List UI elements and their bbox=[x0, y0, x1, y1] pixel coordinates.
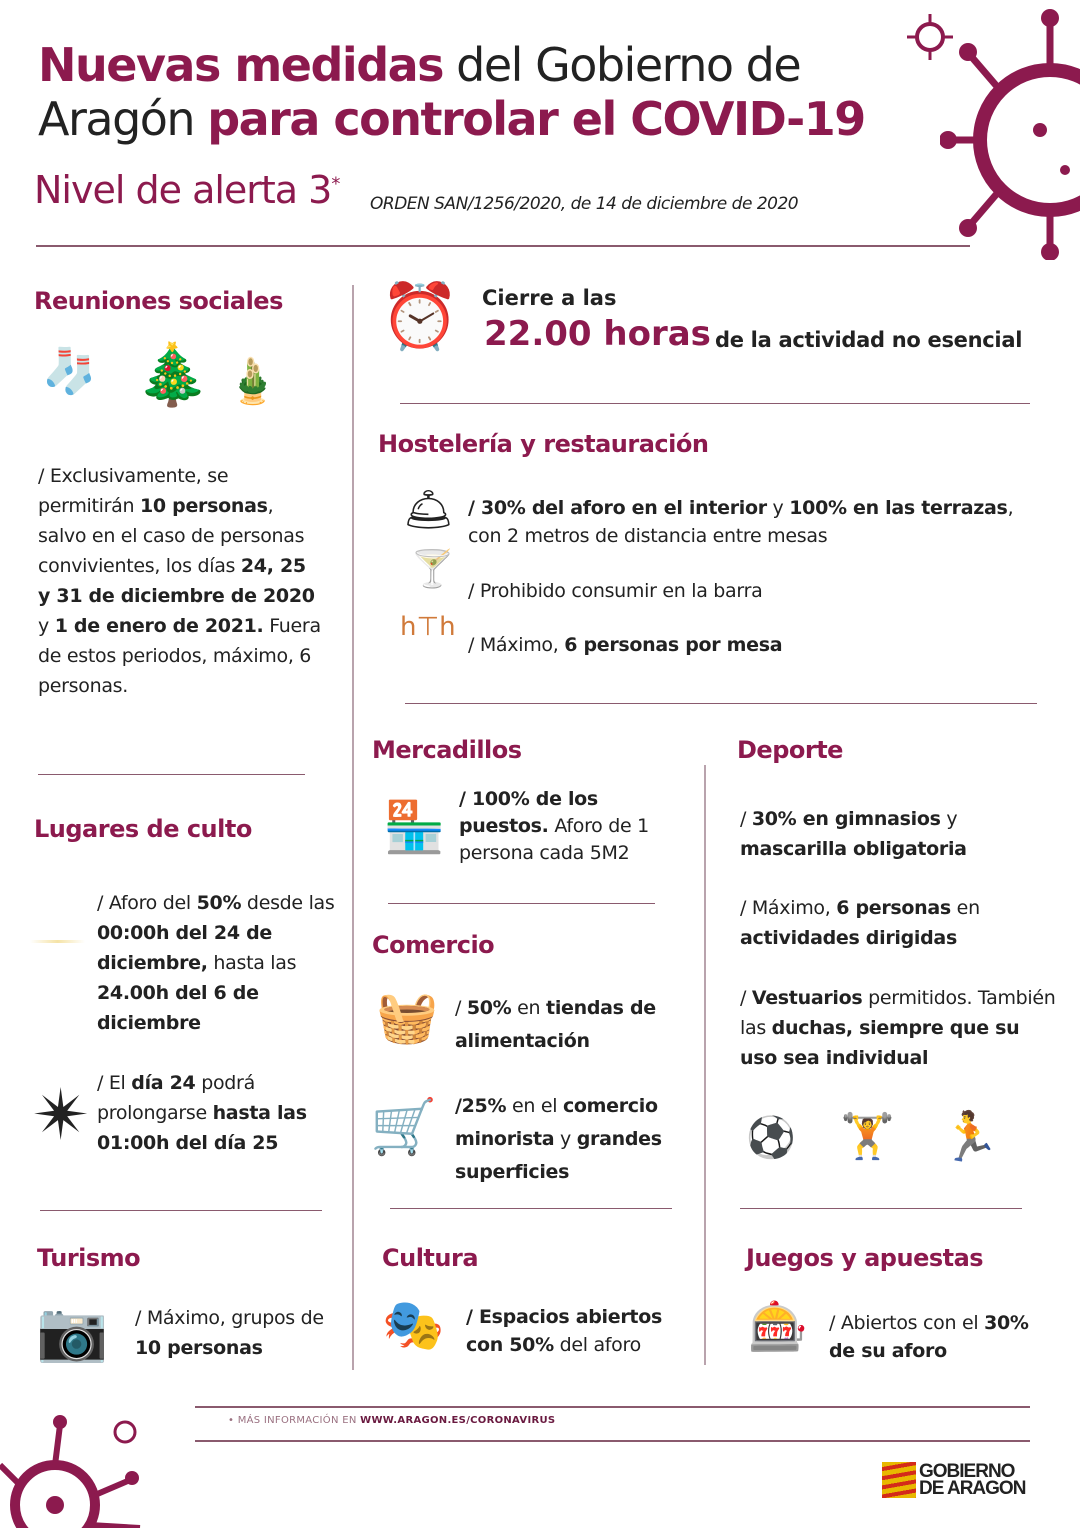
text-segment: / Prohibido consumir en la barra bbox=[468, 580, 763, 602]
text-segment: en bbox=[511, 997, 547, 1019]
weightlifter-icon: 🏋 bbox=[840, 1111, 895, 1162]
mercadillos-text bbox=[459, 786, 674, 867]
text-segment: / Exclusivamente, se permitirán bbox=[38, 465, 229, 517]
section-title-cultura: Cultura bbox=[382, 1244, 479, 1272]
culto-text-1 bbox=[97, 888, 347, 1038]
cultura-text bbox=[466, 1303, 691, 1359]
cloche-icon: 🛎 bbox=[403, 487, 454, 533]
runner-icon: 🏃 bbox=[940, 1109, 1000, 1165]
text-segment: 100% en las terrazas bbox=[789, 497, 1008, 519]
text-segment: grandes superficies bbox=[455, 1128, 662, 1183]
section-title-mercadillos: Mercadillos bbox=[372, 736, 522, 764]
divider bbox=[36, 245, 970, 247]
text-segment: / bbox=[740, 808, 752, 830]
alarm-clock-icon: ⏰ bbox=[380, 280, 460, 354]
text-segment: permitidos. También las bbox=[740, 987, 1056, 1039]
hosteleria-row-3 bbox=[468, 630, 782, 660]
cocktail-icon: 🍸 bbox=[410, 549, 455, 590]
deporte-text-3 bbox=[740, 983, 1060, 1073]
reuniones-text bbox=[38, 461, 323, 701]
more-info-label: MÁS INFORMACIÓN EN bbox=[237, 1415, 361, 1426]
text-segment: Aforo de 1 persona cada 5M2 bbox=[459, 815, 649, 864]
text-segment: del aforo bbox=[553, 1334, 641, 1356]
culto-text-2 bbox=[97, 1068, 342, 1158]
small-virus-icon bbox=[905, 12, 955, 62]
text-segment: / 100% de los puestos. bbox=[459, 788, 598, 837]
text-segment: 24, 25 y 31 de diciembre de 2020 bbox=[38, 555, 315, 607]
virus-decoration-icon bbox=[940, 0, 1080, 260]
virus-decoration-bottom-icon bbox=[0, 1410, 150, 1528]
section-title-comercio: Comercio bbox=[372, 931, 495, 959]
text-segment: podrá prolongarse bbox=[97, 1072, 255, 1124]
text-segment: en el bbox=[506, 1095, 563, 1117]
soccer-ball-icon: ⚽ bbox=[746, 1115, 796, 1161]
title-line-1 bbox=[38, 38, 800, 92]
text-segment: para controlar el COVID-19 bbox=[207, 92, 865, 146]
divider bbox=[195, 1406, 1030, 1408]
text-segment: / Máximo, grupos de bbox=[135, 1307, 324, 1329]
column-divider bbox=[352, 285, 354, 1370]
text-segment: 10 personas bbox=[135, 1337, 263, 1359]
divider bbox=[405, 703, 1037, 704]
text-segment: y bbox=[38, 615, 55, 637]
text-segment: / El bbox=[97, 1072, 132, 1094]
text-segment: día 24 bbox=[131, 1072, 196, 1094]
text-segment: desde las bbox=[241, 892, 335, 914]
ornaments-icon: 🎍 bbox=[225, 356, 280, 407]
text-segment: 50% bbox=[196, 892, 242, 914]
text-segment: actividades dirigidas bbox=[740, 927, 957, 949]
stocking-icon: 🧦 bbox=[42, 346, 97, 397]
hosteleria-row-1 bbox=[468, 494, 1038, 550]
text-segment: / bbox=[740, 987, 752, 1009]
turismo-text bbox=[135, 1303, 335, 1363]
text-segment: del Gobierno de bbox=[443, 38, 801, 92]
comercio-text-2 bbox=[455, 1090, 695, 1189]
closing-time: 22.00 horas bbox=[484, 314, 711, 354]
text-segment: 6 personas por mesa bbox=[564, 634, 783, 656]
text-segment: hasta las bbox=[207, 952, 297, 974]
text-segment: / bbox=[455, 997, 467, 1019]
aragon-flag-icon bbox=[882, 1462, 916, 1498]
text-segment: / Máximo, bbox=[468, 634, 565, 656]
shopping-cart-icon: 🛒 bbox=[370, 1095, 438, 1158]
text-segment: / Máximo, bbox=[740, 897, 837, 919]
table-chairs-icon: h⊤h bbox=[400, 612, 456, 642]
section-title-hosteleria: Hostelería y restauración bbox=[378, 430, 709, 458]
text-segment: /25% bbox=[455, 1095, 507, 1117]
text-segment: / Espacios abiertos con 50% bbox=[466, 1306, 662, 1356]
text-segment: comercio minorista bbox=[455, 1095, 658, 1150]
star-icon: ✴ bbox=[32, 1074, 91, 1156]
text-segment: 30% en gimnasios bbox=[751, 808, 941, 830]
divider bbox=[40, 1210, 322, 1211]
text-segment: Vestuarios bbox=[751, 987, 863, 1009]
column-divider bbox=[704, 765, 706, 1365]
divider bbox=[740, 1208, 1022, 1209]
alert-asterisk: * bbox=[331, 173, 340, 195]
text-segment: 50% bbox=[466, 997, 512, 1019]
text-segment: tiendas de alimentación bbox=[455, 997, 656, 1052]
gobierno-aragon-logo bbox=[882, 1462, 1025, 1498]
market-stall-icon: 🏪 bbox=[383, 798, 446, 856]
divider bbox=[195, 1440, 1030, 1442]
text-segment: 24.00h del 6 de diciembre bbox=[97, 982, 259, 1034]
text-segment: Fuera de estos periodos, máximo, 6 personas. bbox=[38, 615, 321, 697]
theater-masks-icon: 🎭 bbox=[382, 1296, 445, 1354]
text-segment: hasta las 01:00h del día 25 bbox=[97, 1102, 307, 1154]
text-segment: y bbox=[766, 497, 790, 519]
more-info-link[interactable]: WWW.ARAGON.ES/CORONAVIRUS bbox=[360, 1415, 556, 1426]
comercio-text-1 bbox=[455, 992, 695, 1058]
text-segment: 30% de su aforo bbox=[829, 1312, 1029, 1362]
text-segment: y bbox=[554, 1128, 577, 1150]
logo-line-2: DE ARAGON bbox=[919, 1478, 1026, 1499]
order-reference: ORDEN SAN/1256/2020, de 14 de diciembre de 2020 bbox=[370, 194, 799, 214]
section-title-culto: Lugares de culto bbox=[34, 815, 252, 843]
christmas-tree-icon: 🎄 bbox=[135, 340, 210, 410]
text-segment: 1 de enero de 2021. bbox=[54, 615, 264, 637]
hosteleria-row-2 bbox=[468, 576, 762, 606]
section-title-deporte: Deporte bbox=[737, 736, 843, 764]
text-segment: Aragón bbox=[38, 92, 208, 146]
text-segment: 10 personas bbox=[139, 495, 268, 517]
glow-icon bbox=[30, 940, 85, 943]
text-segment: , salvo en el caso de personas convivientes, los días bbox=[38, 495, 305, 577]
alert-level-text: Nivel de alerta 3 bbox=[34, 168, 332, 212]
text-segment: mascarilla obligatoria bbox=[740, 838, 967, 860]
text-segment: / Abiertos con el bbox=[829, 1312, 985, 1334]
divider bbox=[390, 1208, 672, 1209]
divider bbox=[38, 774, 305, 775]
text-segment: Nuevas medidas bbox=[38, 38, 444, 92]
text-segment: duchas, siempre que su uso sea individual bbox=[740, 1017, 1020, 1069]
text-segment: / 30% del aforo en el interior bbox=[468, 497, 767, 519]
closing-pre: Cierre a las bbox=[482, 286, 617, 310]
alert-level bbox=[34, 168, 339, 212]
logo-line-1: GOBIERNO bbox=[919, 1461, 1015, 1482]
section-title-juegos: Juegos y apuestas bbox=[746, 1244, 984, 1272]
poker-chips-icon: 🎰 bbox=[748, 1299, 808, 1355]
text-segment: 00:00h del 24 de diciembre, bbox=[97, 922, 272, 974]
more-info: • MÁS INFORMACIÓN EN WWW.ARAGON.ES/CORONAVIRUS bbox=[228, 1415, 556, 1426]
section-title-turismo: Turismo bbox=[37, 1244, 141, 1272]
text-segment: y bbox=[940, 808, 958, 830]
divider bbox=[400, 403, 1030, 404]
text-segment: / Aforo del bbox=[97, 892, 197, 914]
section-title-reuniones: Reuniones sociales bbox=[34, 287, 283, 315]
closing-post: de la actividad no esencial bbox=[715, 328, 1023, 352]
deporte-text-1 bbox=[740, 804, 1060, 864]
camera-icon: 📷 bbox=[36, 1297, 109, 1365]
juegos-text bbox=[829, 1309, 1029, 1365]
text-segment: , con 2 metros de distancia entre mesas bbox=[468, 497, 1014, 547]
text-segment: 6 personas bbox=[836, 897, 951, 919]
food-basket-icon: 🧺 bbox=[376, 988, 439, 1046]
title-line-2 bbox=[38, 92, 865, 146]
divider bbox=[388, 903, 655, 904]
text-segment: en bbox=[950, 897, 980, 919]
deporte-text-2 bbox=[740, 893, 1040, 953]
